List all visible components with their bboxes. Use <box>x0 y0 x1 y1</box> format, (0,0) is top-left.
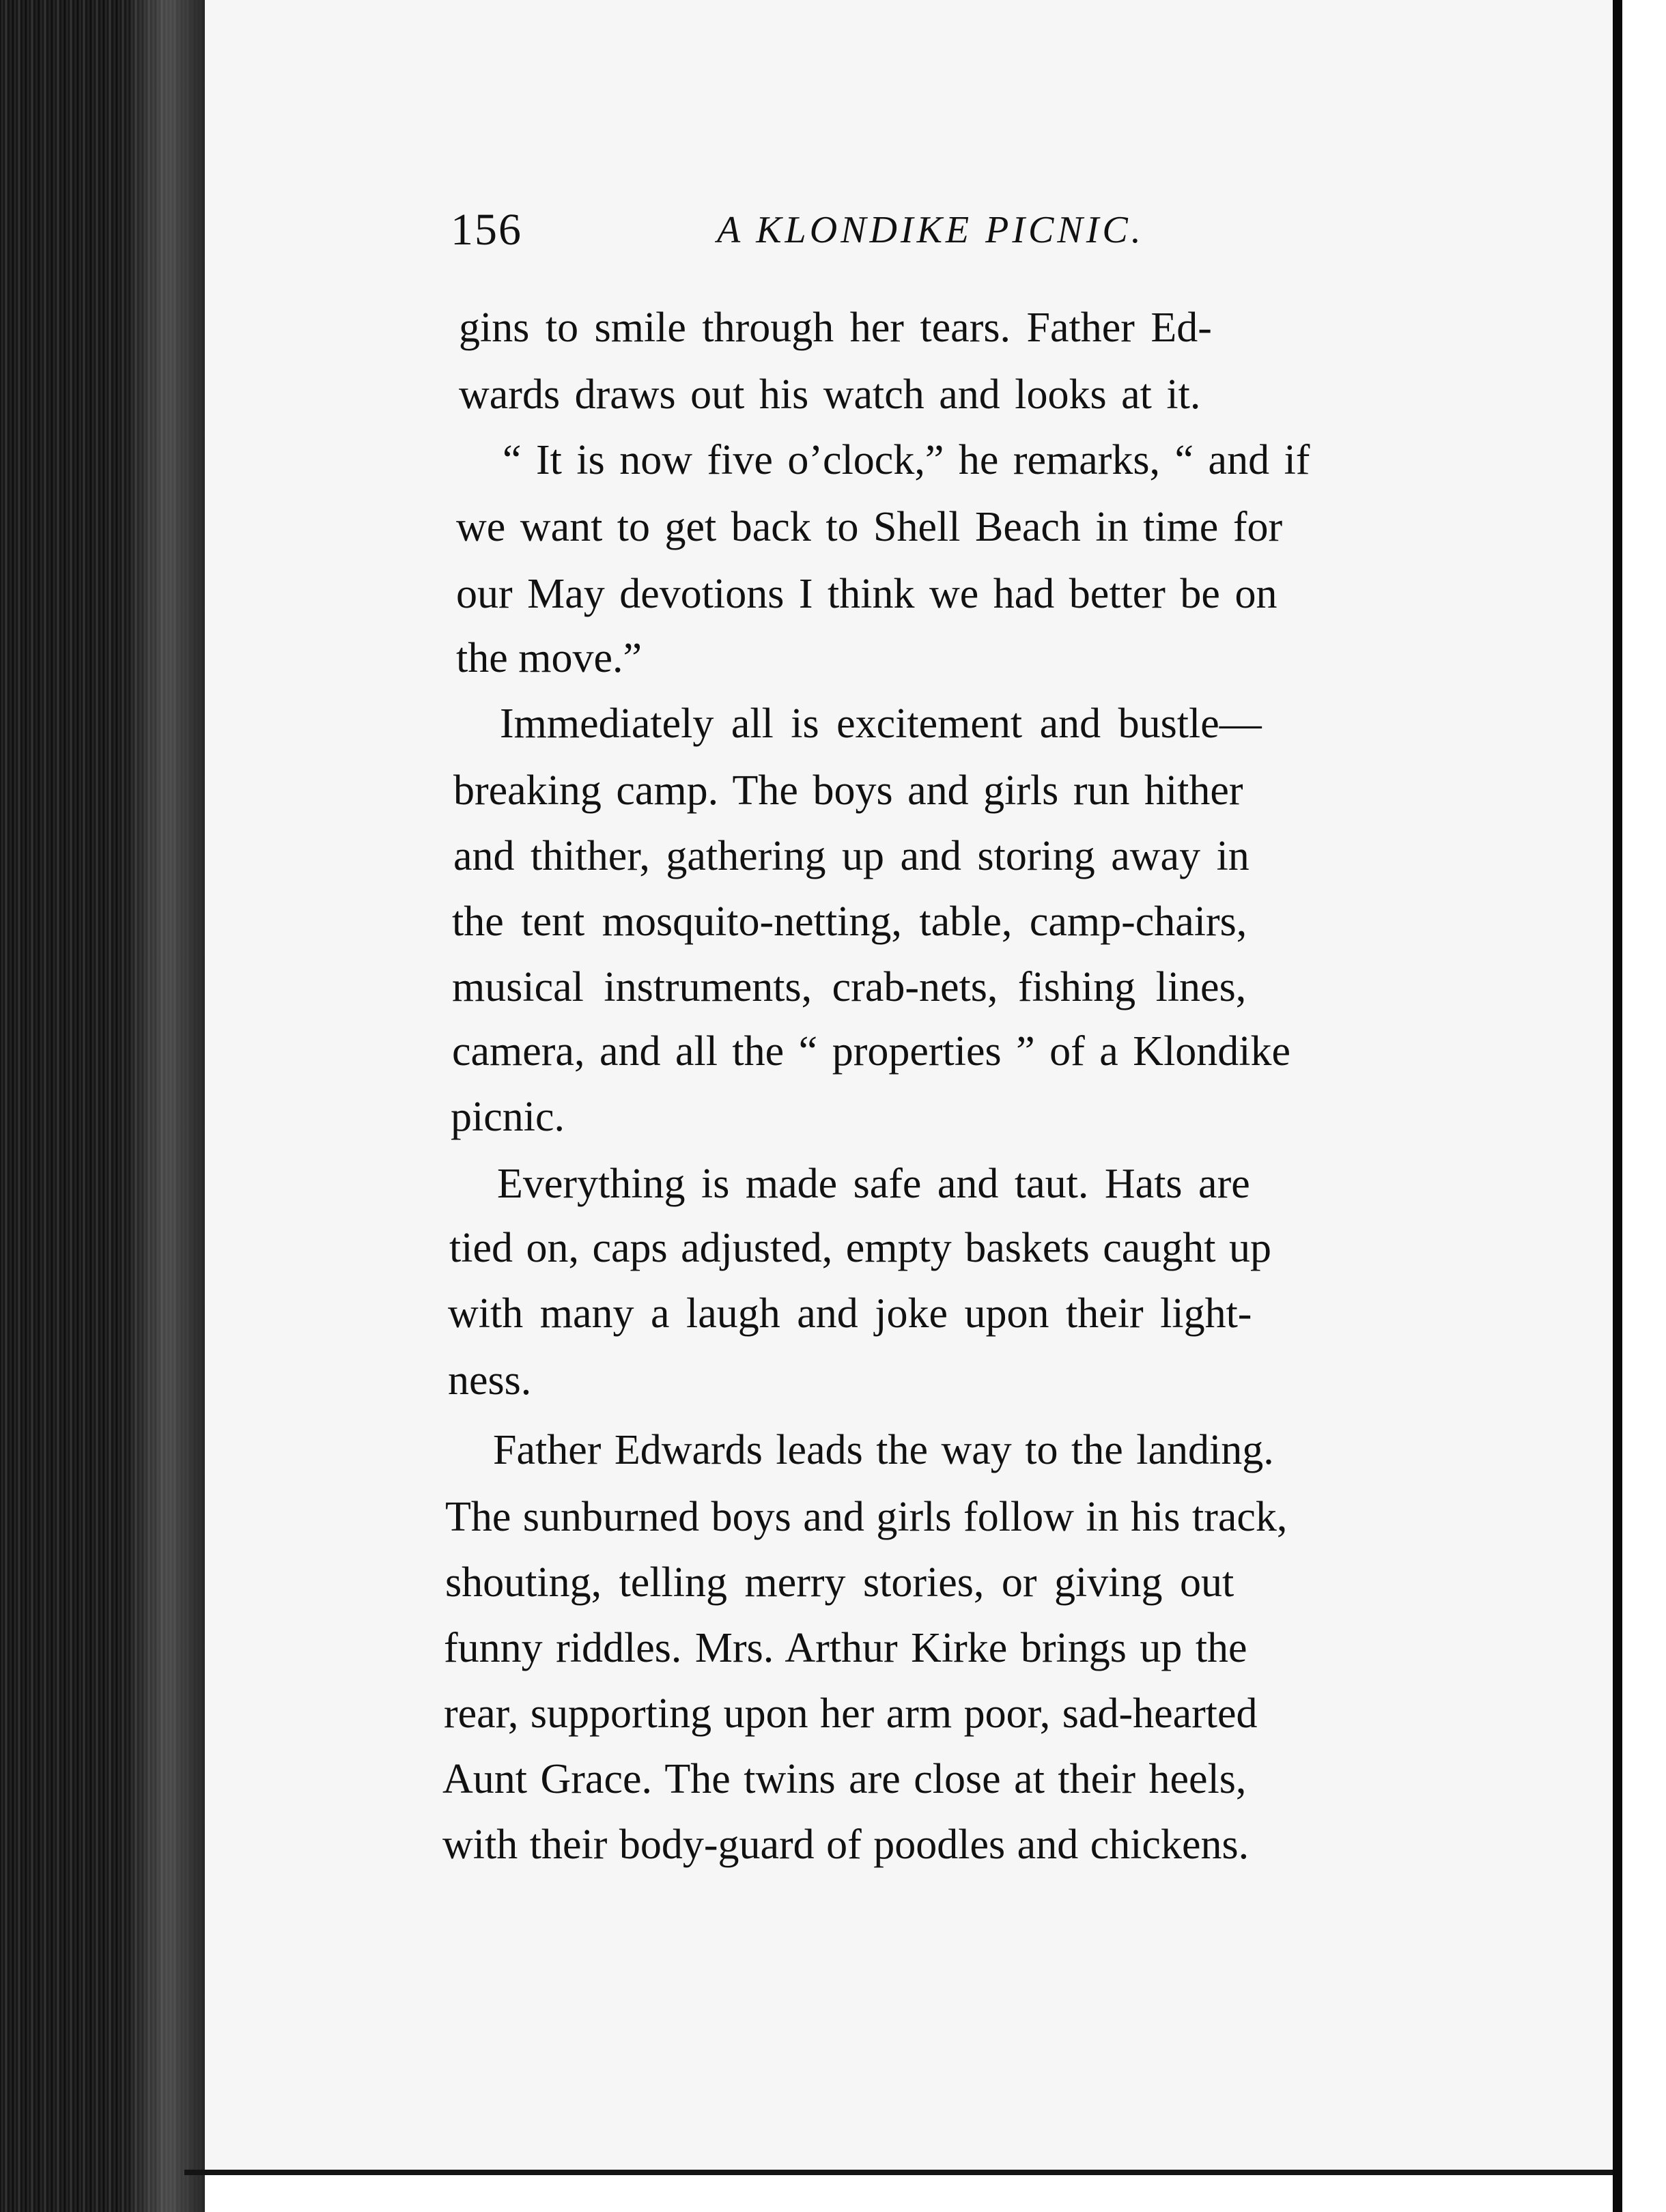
text-line: with many a laugh and joke upon their light- <box>448 1290 1252 1337</box>
text-line: we want to get back to Shell Beach in time for <box>456 504 1283 550</box>
text-line: with their body-guard of poodles and chickens. <box>442 1821 1250 1868</box>
text-line: wards draws out his watch and looks at it. <box>459 371 1201 418</box>
text-line: funny riddles. Mrs. Arthur Kirke brings up the <box>444 1625 1247 1671</box>
page-bottom-edge <box>184 2170 1639 2175</box>
page-number: 156 <box>451 205 522 255</box>
text-line: Aunt Grace. The twins are close at their heels, <box>442 1756 1247 1802</box>
text-line: tied on, caps adjusted, empty baskets caught up <box>449 1225 1272 1271</box>
text-line: gins to smile through her tears. Father Ed- <box>459 304 1212 351</box>
text-line: Everything is made safe and taut. Hats are <box>497 1161 1250 1207</box>
text-line: the move.” <box>456 635 643 681</box>
text-line: our May devotions I think we had better be on <box>456 571 1277 617</box>
text-line: shouting, telling merry stories, or giving out <box>445 1559 1234 1606</box>
text-line: musical instruments, crab-nets, fishing lines, <box>452 964 1247 1010</box>
text-line: picnic. <box>451 1094 565 1140</box>
text-line: breaking camp. The boys and girls run hither <box>453 767 1243 814</box>
text-line: Immediately all is excitement and bustle— <box>500 700 1262 747</box>
text-line: rear, supporting upon her arm poor, sad-hearted <box>444 1690 1258 1737</box>
text-line: the tent mosquito-netting, table, camp-chairs, <box>452 898 1247 945</box>
text-line: ness. <box>448 1357 532 1404</box>
running-title: A KLONDIKE PICNIC. <box>717 209 1144 251</box>
text-line: and thither, gathering up and storing away in <box>453 833 1250 879</box>
text-line: “ It is now five o’clock,” he remarks, “ and if <box>503 437 1310 483</box>
text-line: Father Edwards leads the way to the landing. <box>493 1427 1274 1473</box>
running-head <box>451 199 1420 261</box>
text-line: camera, and all the “ properties ” of a Klondike <box>452 1028 1291 1075</box>
page-right-edge <box>1613 0 1666 2212</box>
binding-shadow <box>123 0 205 2212</box>
text-line: The sunburned boys and girls follow in his track, <box>445 1494 1288 1540</box>
